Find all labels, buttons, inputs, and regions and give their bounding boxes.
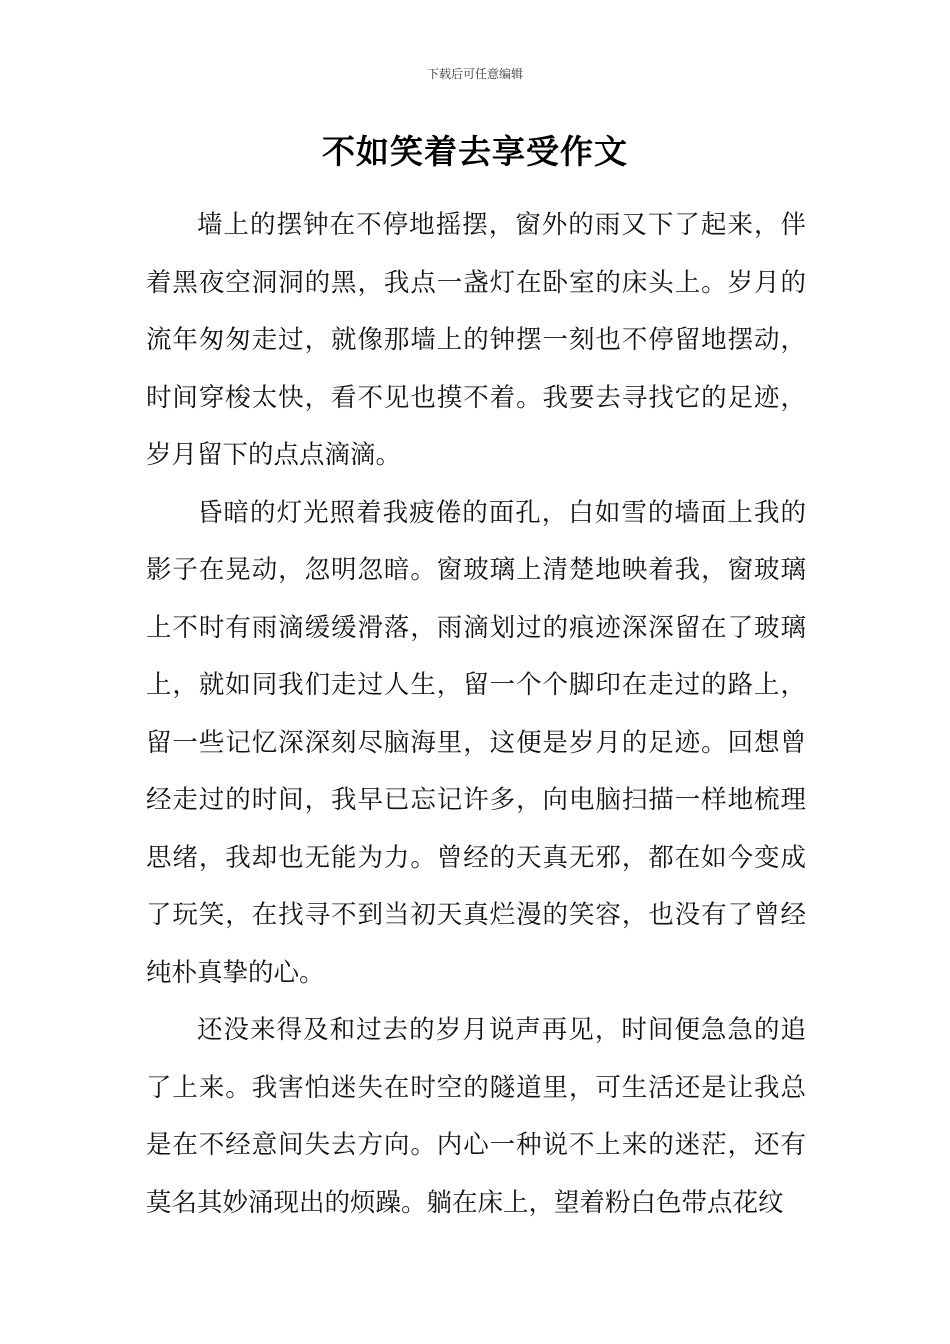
paragraph: 昏暗的灯光照着我疲倦的面孔，白如雪的墙面上我的影子在晃动，忽明忽暗。窗玻璃上清楚地映着我，窗玻璃上不时有雨滴缓缓滑落，雨滴划过的痕迹深深留在了玻璃上，就如同我们走过人生，留一个个脚印在走过的路上，留一些记忆深深刻尽脑海里，这便是岁月的足迹。回想曾经走过的时间，我早已忘记许多，向电脑扫描一样地梳理思绪，我却也无能为力。曾经的天真无邪，都在如今变成了玩笑，在找寻不到当初天真烂漫的笑容，也没有了曾经纯朴真挚的心。 bbox=[146, 497, 806, 988]
paragraph: 墙上的摆钟在不停地摇摆，窗外的雨又下了起来，伴着黑夜空洞洞的黑，我点一盏灯在卧室的床头上。岁月的流年匆匆走过，就像那墙上的钟摆一刻也不停留地摆动，时间穿梭太快，看不见也摸不着。我要去寻找它的足迹，岁月留下的点点滴滴。 bbox=[146, 210, 806, 470]
paragraph: 还没来得及和过去的岁月说声再见，时间便急急的追了上来。我害怕迷失在时空的隧道里，可生活还是让我总是在不经意间失去方向。内心一种说不上来的迷茫，还有莫名其妙涌现出的烦躁。躺在床上，望着粉白色带点花纹 bbox=[146, 1015, 806, 1218]
header-note: 下载后可任意编辑 bbox=[426, 67, 523, 81]
document-title: 不如笑着去享受作文 bbox=[322, 132, 628, 171]
document-body bbox=[146, 197, 806, 1232]
